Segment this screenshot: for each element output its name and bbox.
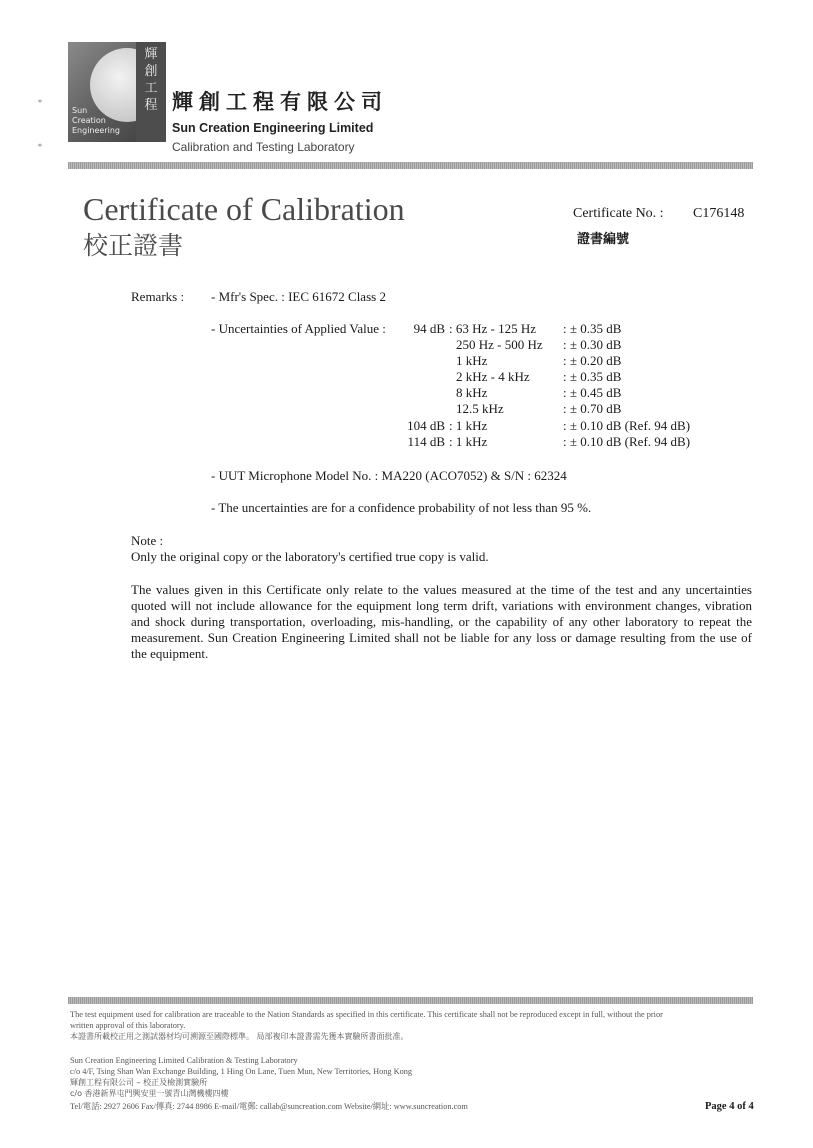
- footer-line: c/o 4/F, Tsing Shan Wan Exchange Building, 1 Hing On Lane, Tuen Mun, New Territories, Hong Kong: [70, 1067, 413, 1076]
- note-label: Note :: [131, 533, 164, 548]
- logo-zh-char: 工: [144, 81, 158, 96]
- footer-divider: [68, 997, 753, 1004]
- uncert-level: 94 dB: [413, 321, 445, 336]
- uncert-freq: 1 kHz: [456, 353, 488, 368]
- uncert-freq: 250 Hz - 500 Hz: [456, 337, 543, 352]
- header-divider: [68, 162, 753, 169]
- company-name-en: Sun Creation Engineering Limited: [172, 121, 374, 135]
- disclaimer-paragraph: The values given in this Certificate only relate to the values measured at the time of the test and any uncertainties quoted will not include allowance for the equipment long term drift, variations with environment changes, vibration and shock during transportation, overloading, mis-handling, or the capability of any other laboratory to repeat the measurement. Sun Creation Engineering Limited shall not be liable for any loss or damage resulting from the use of the equipment.: [131, 582, 752, 661]
- margin-mark-bottom: *: [38, 142, 42, 151]
- uncert-level: 104 dB: [407, 418, 445, 433]
- note-line: Only the original copy or the laboratory's certified true copy is valid.: [131, 549, 489, 564]
- certificate-title-en: Certificate of Calibration: [83, 191, 405, 227]
- confidence-statement: - The uncertainties are for a confidence probability of not less than 95 %.: [211, 500, 592, 515]
- uncert-freq: : 1 kHz: [449, 418, 488, 433]
- margin-mark-top: *: [38, 98, 42, 107]
- logo-en-line: Sun: [72, 106, 88, 115]
- uncert-value: : ± 0.20 dB: [563, 353, 622, 368]
- uncertainties-label: - Uncertainties of Applied Value :: [211, 321, 386, 336]
- logo-en-text: [72, 106, 120, 136]
- uncert-value: : ± 0.35 dB: [563, 369, 622, 384]
- certificate-number-label: Certificate No. :: [573, 206, 664, 221]
- footer-line: 輝創工程有限公司 – 校正及檢測實驗所: [70, 1078, 208, 1087]
- footer-line: Sun Creation Engineering Limited Calibration & Testing Laboratory: [70, 1056, 298, 1065]
- uncert-value: : ± 0.10 dB (Ref. 94 dB): [563, 434, 691, 449]
- uncert-freq: : 1 kHz: [449, 434, 488, 449]
- certificate-number-label-zh: 證書編號: [577, 232, 630, 247]
- logo-zh-char: 創: [144, 64, 158, 79]
- company-name-zh: 輝創工程有限公司: [172, 90, 388, 114]
- logo-zh-char: 程: [144, 98, 158, 113]
- footer-contact-line: Tel/電話: 2927 2606 Fax/傳真: 2744 8986 E-mail/電郵: callab@suncreation.com Website/網址: www.suncreation.com: [70, 1102, 468, 1111]
- certificate-title-zh: 校正證書: [83, 231, 184, 260]
- remarks-label: Remarks :: [131, 289, 185, 304]
- uncert-value: : ± 0.45 dB: [563, 385, 622, 400]
- uut-microphone: - UUT Microphone Model No. : MA220 (ACO7052) & S/N : 62324: [211, 468, 567, 483]
- page-number: Page 4 of 4: [705, 1101, 754, 1112]
- uncert-freq: : 63 Hz - 125 Hz: [449, 321, 537, 336]
- footer-line: The test equipment used for calibration are traceable to the Nation Standards as specified in this certificate. This certificate shall not be reproduced except in full, without the prior: [70, 1010, 663, 1019]
- footer-line: c/o 香港新界屯門興安里一號青山灣機樓四樓: [70, 1089, 229, 1098]
- logo-zh-text: [140, 46, 162, 114]
- logo-zh-char: 輝: [144, 47, 158, 62]
- uncert-freq: 12.5 kHz: [456, 401, 504, 416]
- mfr-spec: - Mfr's Spec. : IEC 61672 Class 2: [211, 289, 386, 304]
- logo-en-line: Engineering: [72, 126, 120, 135]
- company-logo: [68, 42, 166, 142]
- uncert-value: : ± 0.30 dB: [563, 337, 622, 352]
- certificate-number: C176148: [693, 206, 745, 221]
- uncert-value: : ± 0.10 dB (Ref. 94 dB): [563, 418, 691, 433]
- uncert-value: : ± 0.70 dB: [563, 401, 622, 416]
- logo-en-line: Creation: [72, 116, 106, 125]
- uncert-freq: 8 kHz: [456, 385, 488, 400]
- uncert-freq: 2 kHz - 4 kHz: [456, 369, 530, 384]
- footer-line: 本證書所載校正用之測試器材均可溯源至國際標準。 局部複印本證書需先獲本實驗所書面批准。: [70, 1032, 409, 1041]
- uncert-value: : ± 0.35 dB: [563, 321, 622, 336]
- footer-line: written approval of this laboratory.: [70, 1021, 186, 1030]
- uncert-level: 114 dB: [407, 434, 445, 449]
- company-subtitle: Calibration and Testing Laboratory: [172, 140, 355, 154]
